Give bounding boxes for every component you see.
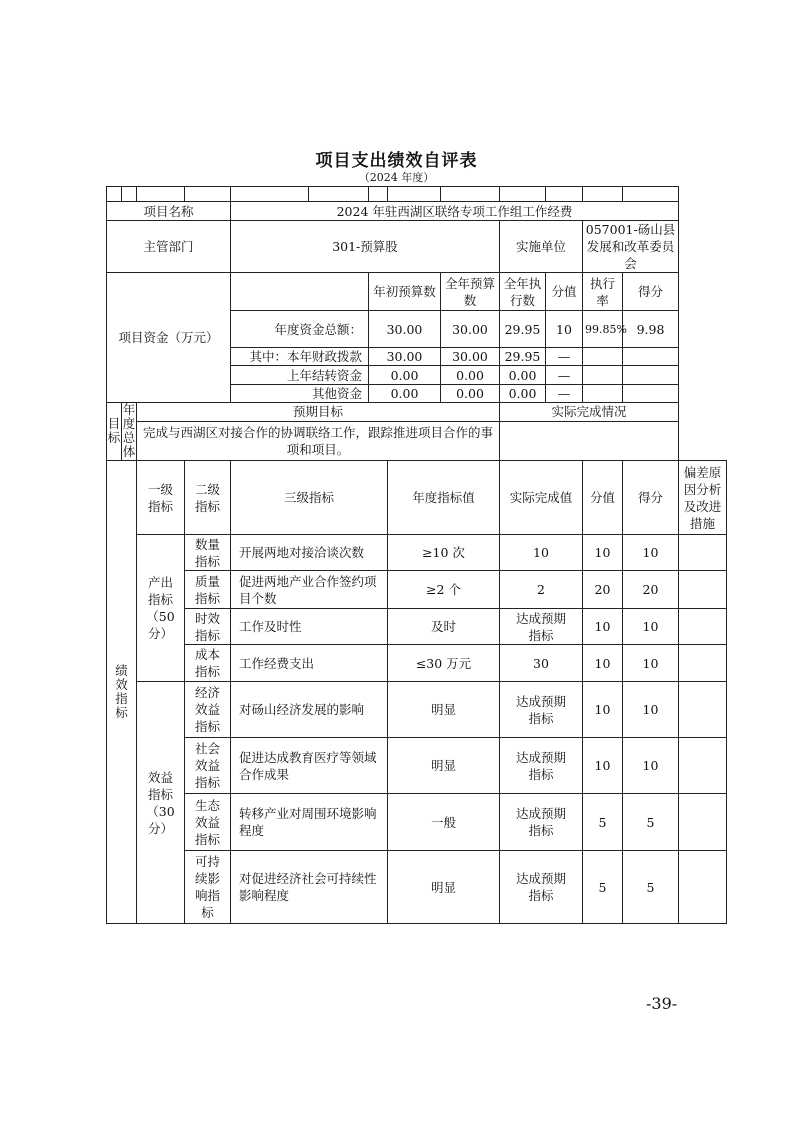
indicator-score-value: 5 — [583, 851, 623, 924]
funds-row-executed: 29.95 — [500, 311, 546, 348]
funds-row-score-value: 10 — [546, 311, 583, 348]
indicator-row — [107, 851, 727, 924]
funds-row-score-value: — — [546, 385, 583, 403]
perf-header-level1: 一级指标 — [137, 461, 185, 535]
indicator-target: 及时 — [388, 609, 500, 645]
indicator-actual: 达成预期指标 — [500, 794, 583, 851]
perf-label: 绩效指标 — [107, 461, 137, 924]
unit-label: 实施单位 — [500, 221, 583, 273]
benefit-label: 效益指标（30分） — [137, 682, 185, 924]
goal-row — [107, 421, 727, 460]
indicator-level2: 质量指标 — [185, 571, 231, 609]
actual-label: 实际完成情况 — [500, 403, 679, 422]
indicator-level3: 促进两地产业合作签约项目个数 — [231, 571, 388, 609]
indicator-actual: 达成预期指标 — [500, 609, 583, 645]
indicator-target: 明显 — [388, 682, 500, 738]
indicator-row — [107, 794, 727, 851]
funds-label: 项目资金（万元） — [107, 273, 231, 403]
perf-header-level2: 二级指标 — [185, 461, 231, 535]
goal-header-row — [107, 403, 727, 422]
page-number: -39- — [646, 994, 678, 1013]
indicator-deviation — [679, 571, 727, 609]
indicator-row — [107, 645, 727, 682]
indicator-actual: 30 — [500, 645, 583, 682]
project-name-row — [107, 202, 727, 221]
funds-header-score: 得分 — [623, 273, 679, 311]
funds-row-annual: 0.00 — [441, 366, 500, 385]
indicator-score-value: 20 — [583, 571, 623, 609]
funds-row-label: 其他资金 — [231, 385, 369, 403]
perf-header-row — [107, 461, 727, 535]
indicator-level3: 工作及时性 — [231, 609, 388, 645]
funds-row-executed: 0.00 — [500, 366, 546, 385]
indicator-score-value: 5 — [583, 794, 623, 851]
funds-row-executed: 29.95 — [500, 348, 546, 366]
indicator-level3: 对促进经济社会可持续性影响程度 — [231, 851, 388, 924]
department-row — [107, 221, 727, 273]
funds-header-rate: 执行率 — [583, 273, 623, 311]
indicator-target: ≥10 次 — [388, 535, 500, 571]
funds-row-initial: 30.00 — [369, 348, 441, 366]
indicator-level3: 转移产业对周围环境影响程度 — [231, 794, 388, 851]
funds-row-score — [623, 366, 679, 385]
indicator-target: 明显 — [388, 851, 500, 924]
indicator-level2: 可持续影响指标 — [185, 851, 231, 924]
funds-row-rate — [583, 366, 623, 385]
indicator-actual: 10 — [500, 535, 583, 571]
indicator-deviation — [679, 794, 727, 851]
indicator-deviation — [679, 645, 727, 682]
funds-header-initial: 年初预算数 — [369, 273, 441, 311]
indicator-target: 一般 — [388, 794, 500, 851]
funds-row-rate: 99.85% — [583, 311, 623, 348]
indicator-score-value: 10 — [583, 609, 623, 645]
expected-goal-label: 预期目标 — [137, 403, 500, 422]
funds-row-initial: 30.00 — [369, 311, 441, 348]
indicator-score-value: 10 — [583, 738, 623, 794]
indicator-deviation — [679, 609, 727, 645]
indicator-level2: 经济效益指标 — [185, 682, 231, 738]
indicator-deviation — [679, 682, 727, 738]
indicator-level3: 促进达成教育医疗等领域合作成果 — [231, 738, 388, 794]
indicator-target: 明显 — [388, 738, 500, 794]
indicator-level2: 数量指标 — [185, 535, 231, 571]
funds-row-score-value: — — [546, 348, 583, 366]
year-subtitle: （2024 年度） — [358, 171, 435, 184]
indicator-row — [107, 571, 727, 609]
goal-label: 目标 — [107, 403, 122, 461]
indicator-target: ≥2 个 — [388, 571, 500, 609]
indicator-level2: 成本指标 — [185, 645, 231, 682]
funds-header-score-value: 分值 — [546, 273, 583, 311]
indicator-score: 10 — [623, 682, 679, 738]
perf-header-actual: 实际完成值 — [500, 461, 583, 535]
funds-row-score — [623, 385, 679, 403]
funds-row-executed: 0.00 — [500, 385, 546, 403]
indicator-level2: 生态效益指标 — [185, 794, 231, 851]
indicator-actual: 达成预期指标 — [500, 738, 583, 794]
indicator-score: 10 — [623, 609, 679, 645]
indicator-level2: 时效指标 — [185, 609, 231, 645]
funds-header-annual: 全年预算数 — [441, 273, 500, 311]
indicator-deviation — [679, 851, 727, 924]
funds-row-annual: 30.00 — [441, 311, 500, 348]
self-evaluation-table — [106, 186, 727, 924]
funds-header-executed: 全年执行数 — [500, 273, 546, 311]
perf-header-score-value: 分值 — [583, 461, 623, 535]
goal-sub-label: 年度总体 — [122, 402, 136, 459]
goal-actual — [500, 421, 679, 460]
page-title: 项目支出绩效自评表 — [315, 151, 478, 171]
indicator-row — [107, 738, 727, 794]
funds-row-annual: 30.00 — [441, 348, 500, 366]
dept-label: 主管部门 — [107, 221, 231, 273]
indicator-level3: 开展两地对接洽谈次数 — [231, 535, 388, 571]
indicator-score: 10 — [623, 535, 679, 571]
indicator-target: ≤30 万元 — [388, 645, 500, 682]
perf-header-target: 年度指标值 — [388, 461, 500, 535]
funds-row-label: 其中：本年财政拨款 — [231, 348, 369, 366]
funds-row-initial: 0.00 — [369, 385, 441, 403]
indicator-score: 10 — [623, 645, 679, 682]
funds-header-row — [107, 273, 727, 311]
funds-row-score-value: — — [546, 366, 583, 385]
unit-value: 057001-砀山县发展和改革委员会 — [583, 221, 679, 273]
funds-row-label: 上年结转资金 — [231, 366, 369, 385]
funds-row-rate — [583, 385, 623, 403]
funds-row-label: 年度资金总额： — [231, 311, 369, 348]
goal-text: 完成与西湖区对接合作的协调联络工作，跟踪推进项目合作的事项和项目。 — [137, 421, 500, 460]
funds-row-annual: 0.00 — [441, 385, 500, 403]
indicator-level3: 对砀山经济发展的影响 — [231, 682, 388, 738]
indicator-actual: 达成预期指标 — [500, 851, 583, 924]
perf-header-level3: 三级指标 — [231, 461, 388, 535]
indicator-score-value: 10 — [583, 682, 623, 738]
indicator-level3: 工作经费支出 — [231, 645, 388, 682]
perf-header-score: 得分 — [623, 461, 679, 535]
indicator-row — [107, 682, 727, 738]
spacer-row — [107, 187, 727, 202]
funds-row-score: 9.98 — [623, 311, 679, 348]
indicator-row — [107, 609, 727, 645]
indicator-score-value: 10 — [583, 645, 623, 682]
funds-row-rate — [583, 348, 623, 366]
indicator-actual: 2 — [500, 571, 583, 609]
indicator-score: 20 — [623, 571, 679, 609]
indicator-level2: 社会效益指标 — [185, 738, 231, 794]
dept-value: 301-预算股 — [231, 221, 500, 273]
indicator-score-value: 10 — [583, 535, 623, 571]
funds-row-initial: 0.00 — [369, 366, 441, 385]
project-name-label: 项目名称 — [107, 202, 231, 221]
perf-header-deviation: 偏差原因分析及改进措施 — [679, 461, 727, 535]
output-label: 产出指标（50分） — [137, 535, 185, 682]
indicator-score: 5 — [623, 851, 679, 924]
indicator-score: 5 — [623, 794, 679, 851]
indicator-actual: 达成预期指标 — [500, 682, 583, 738]
project-name-value: 2024 年驻西湖区联络专项工作组工作经费 — [231, 202, 679, 221]
indicator-deviation — [679, 535, 727, 571]
indicator-deviation — [679, 738, 727, 794]
indicator-row — [107, 535, 727, 571]
indicator-score: 10 — [623, 738, 679, 794]
funds-row-score — [623, 348, 679, 366]
